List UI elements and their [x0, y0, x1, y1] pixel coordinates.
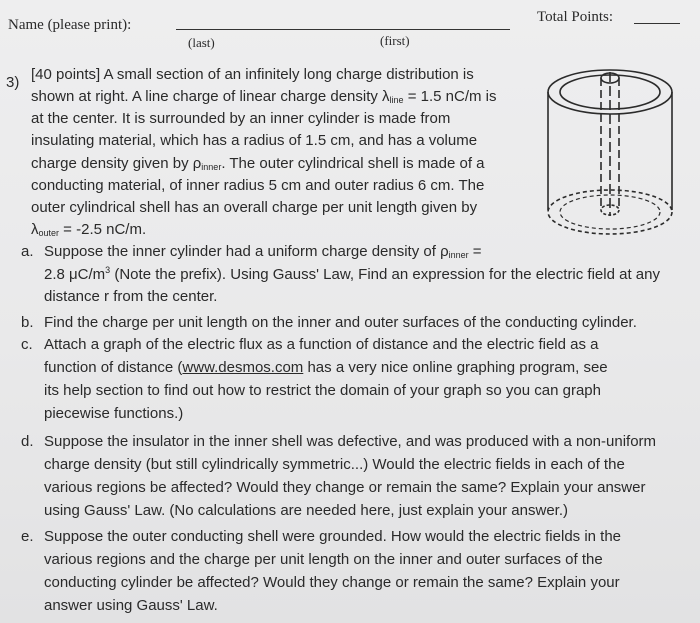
part-a-line-3: distance r from the center.: [44, 288, 218, 305]
part-a-line-1: Suppose the inner cylinder had a uniform charge density of $\rho_{inner}$ =: [44, 243, 482, 260]
problem-line-1: [40 points] A small section of an infinitely long charge distribution is: [31, 66, 474, 83]
cylinder-diagram: [540, 60, 680, 250]
last-label: (last): [188, 35, 215, 50]
part-c-line-3: its help section to find out how to restrict the domain of your graph so you can graph: [44, 382, 601, 399]
part-d-line-3: various regions be affected? Would they change or remain the same? Explain your answer: [44, 479, 646, 496]
part-e-line-1: Suppose the outer conducting shell were grounded. How would the electric fields in the: [44, 528, 622, 545]
part-b-letter: b.: [21, 314, 34, 331]
part-e-letter: e.: [21, 528, 34, 545]
problem-line-4: insulating material, which has a radius of 1.5 cm, and has a volume: [31, 132, 478, 149]
problem-line-6: conducting material, of inner radius 5 cm and outer radius 6 cm. The: [31, 177, 485, 194]
problem-line-2: shown at right. A line charge of linear charge density $\lambda_{line} = 1.5$ nC/m is: [31, 88, 497, 105]
desmos-link[interactable]: www.desmos.com: [182, 359, 304, 376]
total-points-label: Total Points:: [537, 9, 614, 25]
part-d-line-2: charge density (but still cylindrically symmetric...) Would the electric fields in each of the: [44, 456, 625, 473]
part-c-line-2: function of distance (www.desmos.com has a very nice online graphing program, see: [44, 359, 608, 376]
part-d-letter: d.: [21, 433, 34, 450]
name-underline[interactable]: [176, 29, 510, 30]
part-c-line-4: piecewise functions.): [44, 405, 184, 422]
total-points-underline[interactable]: [634, 23, 680, 24]
part-e-line-2: various regions and the charge per unit length on the inner and outer surfaces of the: [44, 551, 603, 568]
part-a-line-2: 2.8 $\mu C/m^3$ (Note the prefix). Using Gauss' Law, Find an expression for the electric field at any: [44, 265, 660, 283]
problem-line-7: outer cylindrical shell has an overall charge per unit length given by: [31, 199, 478, 216]
part-d-line-1: Suppose the insulator in the inner shell was defective, and was produced with a non-uniform: [44, 433, 657, 450]
problem-line-8: $\lambda_{outer} = -2.5$ nC/m.: [31, 221, 147, 238]
problem-line-3: at the center. It is surrounded by an inner cylinder is made from: [31, 110, 451, 127]
part-b-line-1: Find the charge per unit length on the inner and outer surfaces of the conducting cylinder.: [44, 314, 637, 331]
first-label: (first): [380, 33, 410, 48]
problem-number: 3): [6, 74, 20, 91]
part-e-line-4: answer using Gauss' Law.: [44, 597, 218, 614]
name-label: Name (please print):: [8, 17, 132, 33]
problem-line-5: charge density given by $\rho_{inner}$. The outer cylindrical shell is made of a: [31, 155, 485, 172]
part-c-line-1: Attach a graph of the electric flux as a function of distance and the electric field as a: [44, 336, 599, 353]
part-d-line-4: using Gauss' Law. (No calculations are needed here, just explain your answer.): [44, 502, 568, 519]
part-a-letter: a.: [21, 243, 34, 260]
part-c-letter: c.: [21, 336, 33, 353]
part-e-line-3: conducting cylinder be affected? Would they change or remain the same? Explain your: [44, 574, 620, 591]
